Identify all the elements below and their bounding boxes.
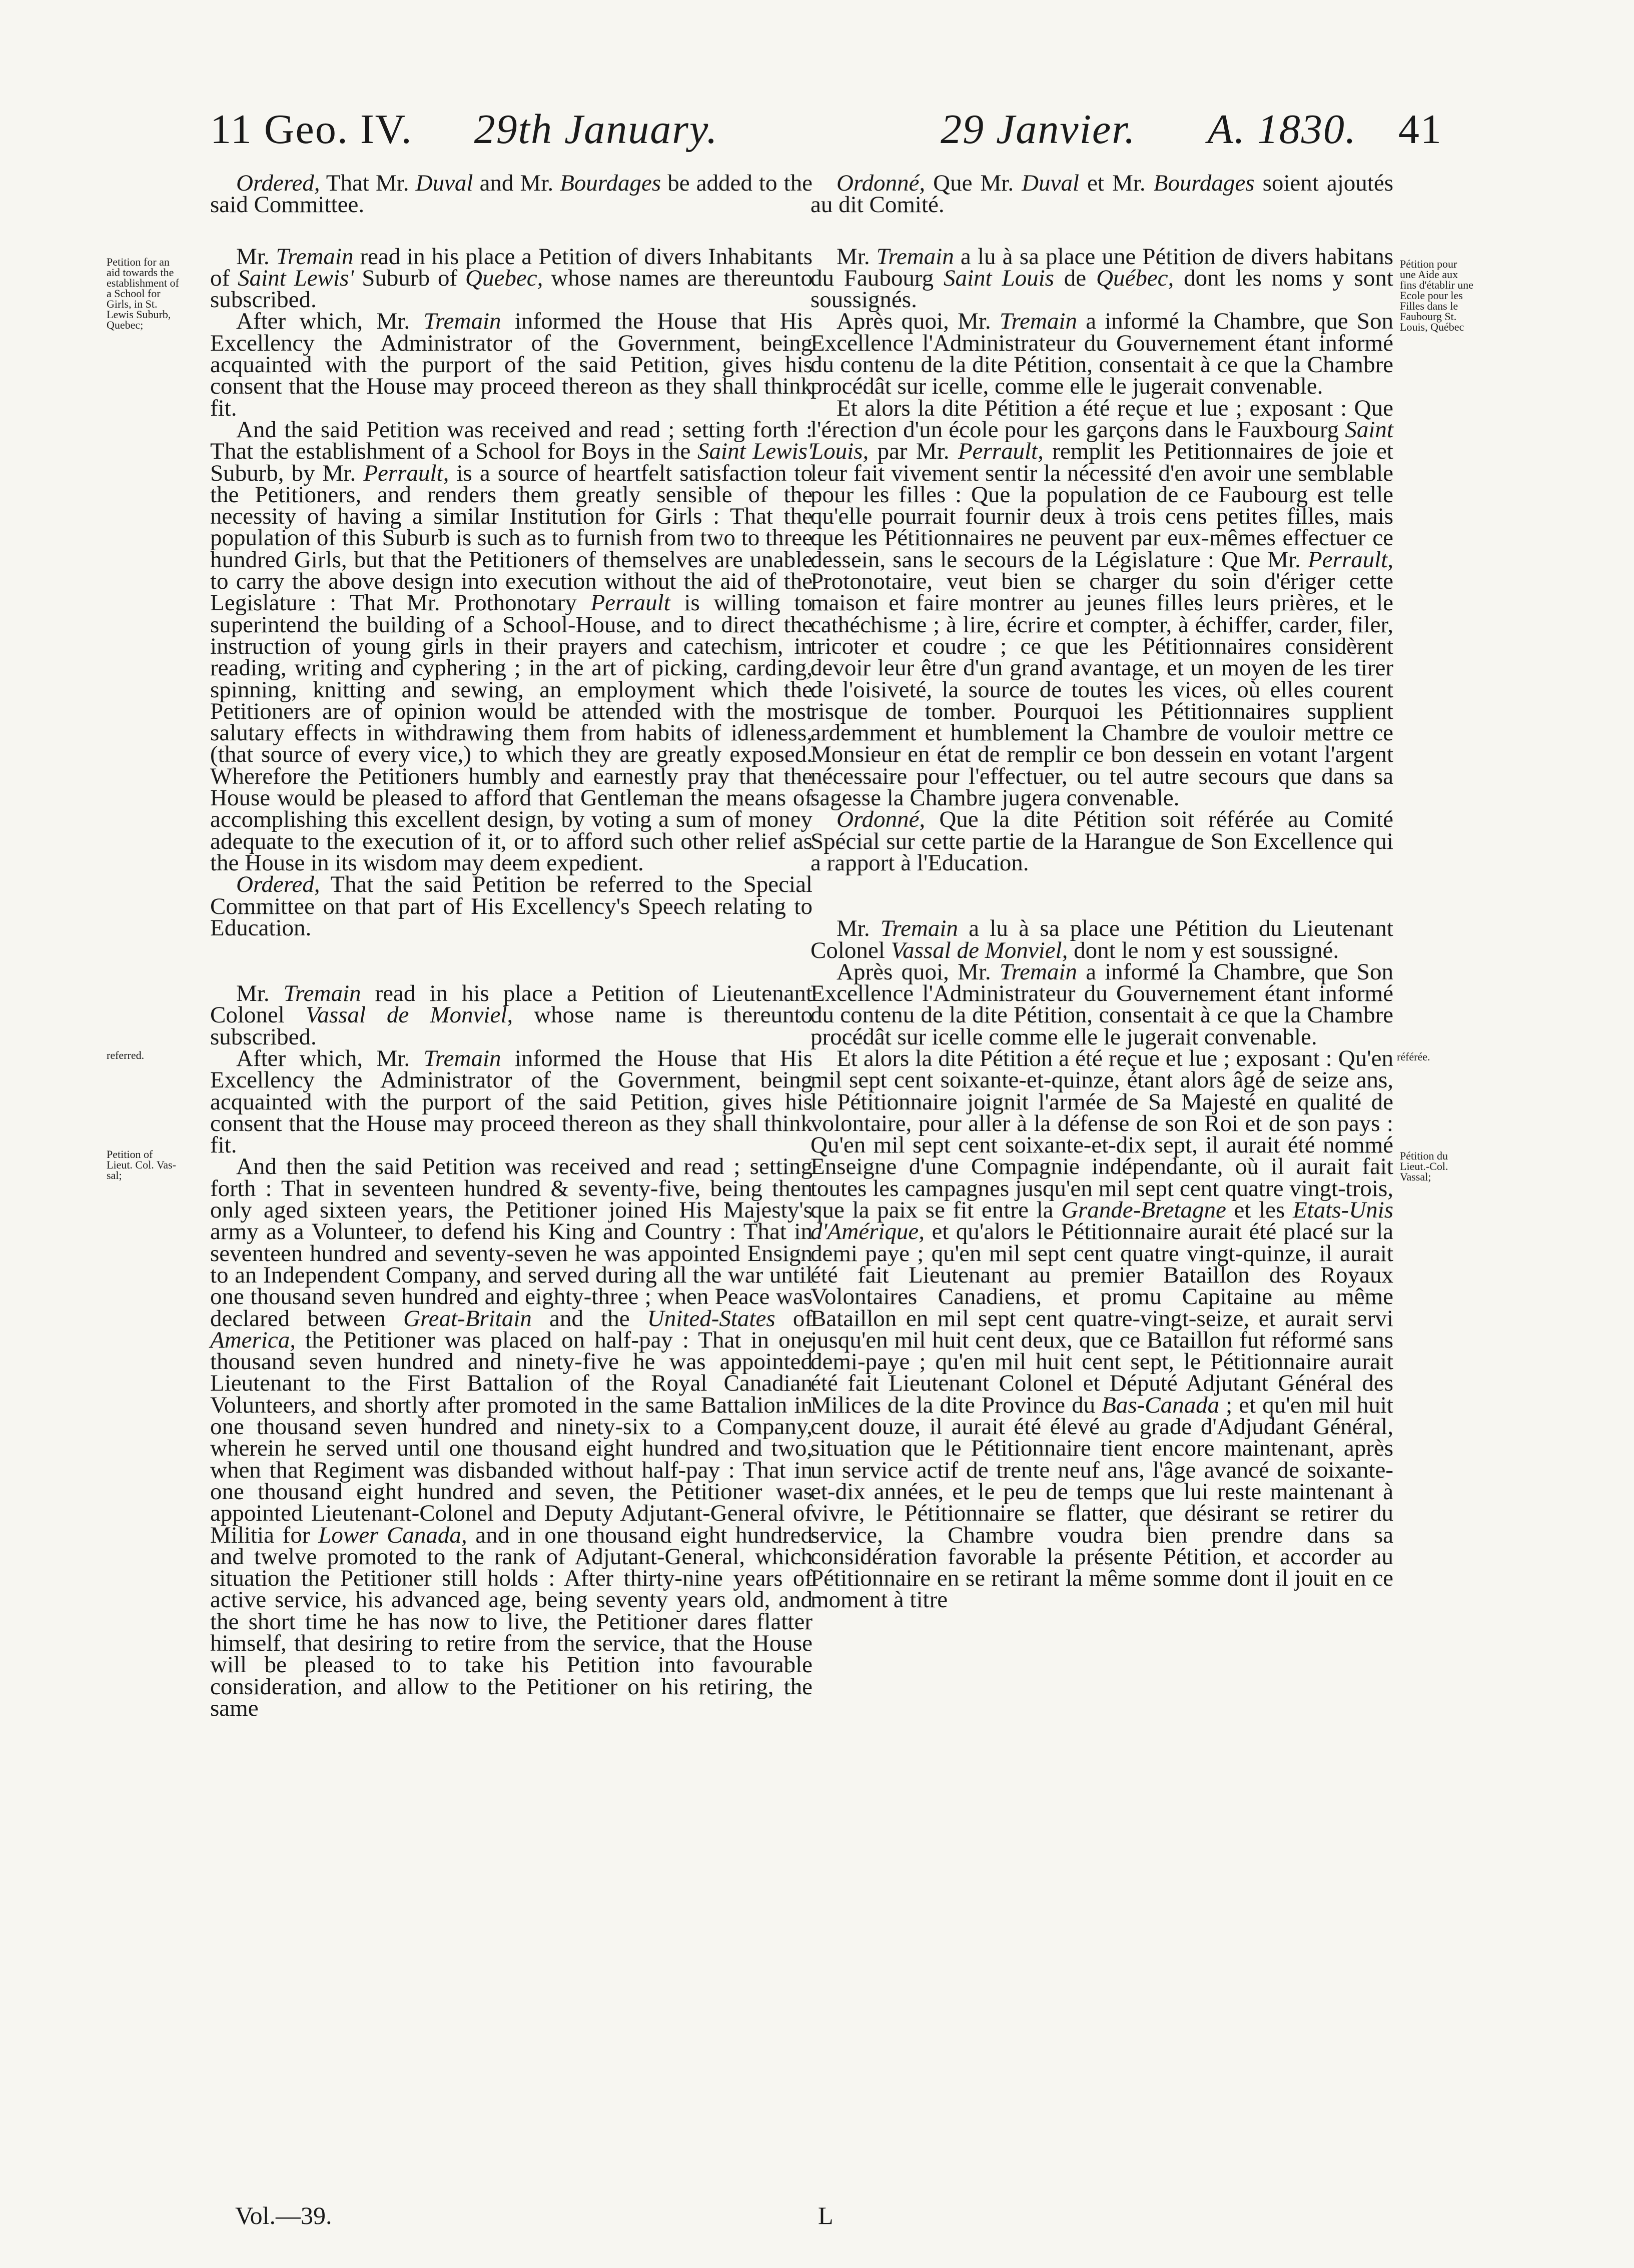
text-run: remplit les Petitionnaires de joie et leur fait vivement sentir la nécessité d'en avoir une semblable pour les filles : Que la population de ce Faubourg est telle qu'elle pourrait fournir deux à trois cens petites filles, mais que les Pétitionnaires ne peuvent par eux-mêmes effectuer ce dessein, sans le secours de la Législature : Que Mr. bbox=[810, 438, 1393, 573]
text-run: Mr. bbox=[837, 915, 881, 942]
paragraph-committee-order-en bbox=[210, 170, 812, 218]
italic-run: Tremain bbox=[999, 958, 1077, 985]
italic-run: Ordonné, bbox=[837, 170, 926, 196]
margin-note-line: sal; bbox=[107, 1169, 122, 1182]
text-run: Mr. bbox=[837, 243, 877, 270]
italic-run: Bourdages bbox=[560, 170, 661, 196]
margin-note-line: fins d'établir une bbox=[1400, 279, 1473, 291]
italic-run: Vassal de Monviel, bbox=[305, 1002, 513, 1028]
text-run: et Mr. bbox=[1079, 170, 1154, 196]
italic-run: Duval bbox=[415, 170, 473, 196]
page-number: 41 bbox=[1398, 106, 1442, 153]
paragraph-school-consent-fr bbox=[810, 308, 1393, 400]
paragraph-vassal-consent-fr bbox=[810, 958, 1393, 1050]
italic-run: Ordered, bbox=[236, 170, 320, 196]
text-run: Mr. bbox=[236, 243, 276, 270]
text-run: par Mr. bbox=[869, 438, 958, 465]
italic-run: Tremain bbox=[880, 915, 958, 942]
text-run: Après quoi, Mr. bbox=[837, 958, 1000, 985]
italic-run: Lower Canada, bbox=[318, 1522, 467, 1548]
text-run: Et alors la dite Pétition a été reçue et lue ; exposant : Qu'en mil sept cent soixante-et-quinze, étant alors âgé de seize ans, le Pétitionnaire joignit l'armée de Sa Majesté en qualité de volontaire, pour aller à la défense de son Roi et de son pays : Qu'en mil sept cent soixante-et-dix sept, il aurait été nommé Enseigne d'une Compagnie indépendante, où il aurait fait toutes les campagnes jusqu'en mil sept cent quatre vingt-trois, que la paix se fit entre la bbox=[810, 1045, 1393, 1224]
margin-note-line: establishment of bbox=[107, 277, 179, 289]
margin-note-vassal-petition-fr bbox=[1400, 1151, 1500, 1182]
italic-run: Bourdages bbox=[1153, 170, 1255, 196]
italic-run: Tremain bbox=[283, 980, 361, 1007]
text-run: And then the said Petition was received and read ; setting forth : That in seventeen hundred & seventy-five, being then only aged sixteen years, the Petitioner joined His Majesty's army as a Volunteer, to defend his King and Country : That in seventeen hundred and seventy-seven he was appointed Ensign to an Independent Company, and served during all the war until one thousand seven hundred and eighty-three ; when Peace was declared between bbox=[210, 1154, 812, 1332]
italic-run: Grande-Bretagne bbox=[1061, 1197, 1226, 1224]
paragraph-school-petition-fr bbox=[810, 243, 1393, 313]
margin-note-line: Vassal; bbox=[1400, 1171, 1431, 1183]
paragraph-vassal-consent-en bbox=[210, 1045, 813, 1159]
italic-run: Duval bbox=[1022, 170, 1079, 196]
margin-note-line: a School for bbox=[107, 287, 161, 300]
text-run: a informé la Chambre, que Son Excellence l'Administrateur du Gouvernement étant informé du contenu de la dite Pétition, consentait à ce que la Chambre procédât sur icelle, comme elle le jugerait convenable. bbox=[810, 308, 1393, 400]
paragraph-school-referred-fr bbox=[810, 806, 1393, 876]
text-run: the Petitioner was placed on half-pay : That in one thousand seven hundred and ninety-five he was appointed Lieutenant to the First Battalion of the Royal Canadian Volunteers, and shortly after promoted in the same Battalion in one thousand seven hundred and ninety-six to a Company, wherein he served until one thousand eight hundred and two, when that Regiment was disbanded without half-pay : That in one thousand eight hundred and seven, the Petitioner was appointed Lieutenant-Colonel and Deputy Adjutant-General of Militia for bbox=[210, 1327, 812, 1548]
text-run: whose name is thereunto subscribed. bbox=[210, 1002, 812, 1050]
text-run: Suburb, by Mr. bbox=[210, 460, 364, 486]
paragraph-vassal-prayer-fr bbox=[810, 1045, 1393, 1613]
text-run: Que la dite Pétition soit référée au Comité Spécial sur cette partie de la Harangue de Son Excellence qui a rapport à l'Education. bbox=[810, 806, 1393, 876]
text-run: et les bbox=[1226, 1197, 1293, 1224]
text-run: and the bbox=[531, 1305, 647, 1332]
italic-run: Saint Louis bbox=[944, 265, 1054, 291]
text-run: Après quoi, Mr. bbox=[837, 308, 1000, 335]
paragraph-school-petition-en bbox=[210, 243, 812, 313]
italic-run: Saint Lewis' bbox=[238, 265, 354, 291]
margin-note-line: référée. bbox=[1397, 1050, 1430, 1063]
text-run: Mr. bbox=[236, 980, 284, 1007]
paragraph-school-consent-en bbox=[210, 308, 813, 421]
paragraph-vassal-petition-fr bbox=[810, 915, 1393, 963]
margin-note-line: Lieut.-Col. bbox=[1400, 1160, 1448, 1173]
italic-run: Tremain bbox=[423, 308, 501, 335]
text-run: dont les noms y sont soussignés. bbox=[810, 265, 1393, 313]
italic-run: Tremain bbox=[423, 1045, 501, 1071]
text-run: Suburb of bbox=[354, 265, 466, 291]
text-run: That the said Petition be referred to the Special Committee on that part of His Excellency's Speech relating to Education. bbox=[210, 871, 812, 941]
paragraph-vassal-petition-en bbox=[210, 980, 812, 1050]
paragraph-school-referred-en bbox=[210, 871, 812, 941]
margin-note-line: Lewis Suburb, bbox=[107, 308, 171, 321]
italic-run: Etats-Unis d'Amérique, bbox=[810, 1197, 1393, 1245]
text-run: be added to the said Committee. bbox=[210, 170, 812, 218]
italic-run: Saint Louis, bbox=[810, 416, 1393, 465]
signature-mark: L bbox=[818, 2201, 834, 2229]
margin-note-line: Pétition pour bbox=[1400, 258, 1457, 270]
italic-run: Saint Lewis' bbox=[697, 438, 812, 465]
margin-note-line: Girls, in St. bbox=[107, 298, 158, 310]
italic-run: Perrault, bbox=[958, 438, 1044, 465]
margin-note-line: Pétition du bbox=[1400, 1150, 1448, 1162]
italic-run: Tremain bbox=[999, 308, 1077, 335]
margin-note-referred-fr bbox=[1397, 1051, 1497, 1062]
text-run: read in his place a Petition of divers Inhabitants of bbox=[210, 243, 812, 291]
text-run: Protonotaire, veut bien se charger du soin d'ériger cette maison et faire montrer au jeunes filles leurs prières, et le cathéchisme ; à lire, écrire et compter, à échiffer, carder, filer, tricoter et coudre ; ce que les Pétitionnaires considèrent devoir leur être d'un grand avantage, et un moyen de les tirer de l'oisiveté, la source de toutes les vices, où elles courent risque de tomber. Pourquoi les Pétitionnaires supplient ardemment et humblement la Chambre de vouloir mettre ce Monsieur en état de remplir ce bon dessein en votant l'argent nécessaire pour l'effectuer, ou tel autre secours que dans sa sagesse la Chambre jugera convenable. bbox=[810, 568, 1393, 811]
margin-note-line: Quebec; bbox=[107, 319, 144, 331]
text-run: a lu à sa place une Pétition du Lieutenant Colonel bbox=[810, 915, 1393, 963]
margin-note-line: referred. bbox=[107, 1049, 145, 1061]
text-run: et qu'alors le Pétitionnaire aurait été placé sur la demi paye ; qu'en mil sept cent quatre vingt-quinze, il aurait été fait Lieutenant au premier Bataillon des Royaux Volontaires Canadiens, et promu Capitaine au même Bataillon en mil sept cent quatre-vingt-seize, et aurait servi jusqu'en mil huit cent deux, que ce Bataillon fut réformé sans demi-paye ; qu'en mil huit cent sept, le Pétitionnaire aurait été fait Lieutenant Colonel et Député Adjutant Général des Milices de la dite Province du bbox=[810, 1219, 1393, 1418]
margin-note-line: Ecole pour les bbox=[1400, 289, 1463, 302]
text-run: Que Mr. bbox=[925, 170, 1022, 196]
french-column bbox=[810, 170, 1393, 1613]
running-header-left bbox=[210, 105, 810, 154]
text-run: That Mr. bbox=[320, 170, 416, 196]
text-run: a lu à sa place une Pétition de divers habitans du Faubourg bbox=[810, 243, 1393, 291]
margin-note-line: Faubourg St. bbox=[1400, 310, 1457, 323]
text-run: de bbox=[1054, 265, 1097, 291]
margin-note-school-petition-en bbox=[107, 257, 202, 330]
italic-run: America, bbox=[210, 1327, 296, 1353]
english-column bbox=[210, 170, 813, 1721]
margin-note-school-petition-fr bbox=[1400, 259, 1500, 332]
text-run: read in his place a Petition of Lieutenant Colonel bbox=[210, 980, 812, 1028]
text-run: dont le nom y est soussigné. bbox=[1068, 937, 1339, 963]
italic-run: Perrault, bbox=[363, 460, 449, 486]
italic-run: Quebec, bbox=[465, 265, 543, 291]
italic-run: Bas-Canada bbox=[1102, 1392, 1220, 1418]
italic-run: Tremain bbox=[876, 243, 954, 270]
italic-run: Great-Britain bbox=[403, 1305, 532, 1332]
text-run: is a source of heartfelt satisfaction to the Petitioners, and renders them greatly sensible of the necessity of having a similar Institution for Girls : That the population of this Suburb is such as to furnish from two to three hundred Girls, but that the Petitioners of themselves are unable to carry the above design into execution without the aid of the Legislature : That Mr. Prothonotary bbox=[210, 460, 812, 616]
margin-note-referred-en bbox=[107, 1050, 202, 1060]
paragraph-school-prayer-fr bbox=[810, 395, 1393, 811]
header-date-french: 29 Janvier. bbox=[941, 106, 1136, 153]
margin-note-line: Petition for an bbox=[107, 256, 170, 268]
text-run: And the said Petition was received and read ; setting forth : That the establishment of a School for Boys in the bbox=[210, 416, 812, 465]
paragraph-vassal-prayer-en bbox=[210, 1156, 812, 1719]
text-run: After which, Mr. bbox=[236, 308, 424, 335]
text-run: informed the House that His Excellency the Administrator of the Government, being acquainted with the purport of the said Petition, gives his consent that the House may proceed thereon as they shall think fit. bbox=[210, 1045, 813, 1159]
text-run: informed the House that His Excellency the Administrator of the Government, being acquainted with the purport of the said Petition, gives his consent that the House may proceed thereon as they shall think fit. bbox=[210, 308, 813, 421]
italic-run: Perrault, bbox=[1307, 546, 1393, 573]
italic-run: Perrault bbox=[590, 590, 670, 616]
text-run: a informé la Chambre, que Son Excellence l'Administrateur du Gouvernement étant informé du contenu de la dite Pétition, consentait à ce que la Chambre procédât sur icelle comme elle le jugerait convenable. bbox=[810, 958, 1393, 1050]
italic-run: Tremain bbox=[276, 243, 354, 270]
running-header-right bbox=[941, 105, 1451, 154]
text-run: soient ajoutés au dit Comité. bbox=[810, 170, 1393, 218]
italic-run: Ordered, bbox=[236, 871, 320, 898]
italic-run: Ordonné, bbox=[837, 806, 926, 833]
text-run: whose names are thereunto subscribed. bbox=[210, 265, 812, 313]
text-run: Et alors la dite Pétition a été reçue et lue ; exposant : Que l'érection d'un école pour les garçons dans le Fauxbourg bbox=[810, 395, 1393, 443]
text-run: and in one thousand eight hundred and twelve promoted to the rank of Adjutant-General, which situation the Petitioner still holds : After thirty-nine years of active service, his advanced age, being seventy years old, and the short time he has now to live, the Petitioner dares flatter himself, that desiring to retire from the service, that the House will be pleased to to take his Petition into favourable consideration, and allow to the Petitioner on his retiring, the same bbox=[210, 1522, 812, 1721]
italic-run: Québec, bbox=[1096, 265, 1174, 291]
regnal-year: 11 Geo. IV. bbox=[210, 106, 413, 153]
header-year: A. 1830. bbox=[1207, 106, 1357, 153]
text-run: After which, Mr. bbox=[236, 1045, 424, 1071]
margin-note-line: Petition of bbox=[107, 1148, 153, 1161]
italic-run: United-States bbox=[647, 1305, 775, 1332]
margin-note-line: Lieut. Col. Vas- bbox=[107, 1159, 176, 1171]
text-run: and Mr. bbox=[473, 170, 560, 196]
margin-note-vassal-petition-en bbox=[107, 1149, 202, 1181]
paragraph-committee-order-fr bbox=[810, 170, 1393, 218]
margin-note-line: une Aide aux bbox=[1400, 268, 1458, 281]
margin-note-line: Filles dans le bbox=[1400, 300, 1458, 312]
italic-run: Vassal de Monviel, bbox=[891, 937, 1068, 963]
text-run: is willing to superintend the building of a School-House, and to direct the instruction of young girls in their prayers and catechism, in reading, writing and cyphering ; in the art of picking, carding, spinning, knitting and sewing, an employment which the Petitioners are of opinion would be attended with the most salutary effects in withdrawing them from habits of idleness, (that source of every vice,) to which they are greatly exposed. Wherefore the Petitioners humbly and earnestly pray that the House would be pleased to afford that Gentleman the means of accomplishing this excellent design, by voting a sum of money adequate to the execution of it, or to afford such other relief as the House in its wisdom may deem expedient. bbox=[210, 590, 812, 876]
volume-footer: Vol.—39. bbox=[235, 2201, 332, 2229]
paragraph-school-prayer-en bbox=[210, 416, 812, 876]
text-run: of bbox=[775, 1305, 812, 1332]
header-date-english: 29th January. bbox=[474, 106, 718, 153]
margin-note-line: Louis, Québec bbox=[1400, 321, 1464, 333]
margin-note-line: aid towards the bbox=[107, 266, 174, 279]
text-run: ; et qu'en mil huit cent douze, il aurait été élevé au grade d'Adjudant Général, situation que le Pétitionnaire tient encore maintenant, après un service actif de trente neuf ans, l'âge avancé de soixante-et-dix années, et le peu de temps que lui reste maintenant à vivre, le Pétitionnaire se flatter, que désirant se retirer du service, la Chambre voudra bien prendre dans sa considération favorable la présente Pétition, et accorder au Pétitionnaire en se retirant la même somme dont il jouit en ce moment à titre bbox=[810, 1392, 1393, 1613]
